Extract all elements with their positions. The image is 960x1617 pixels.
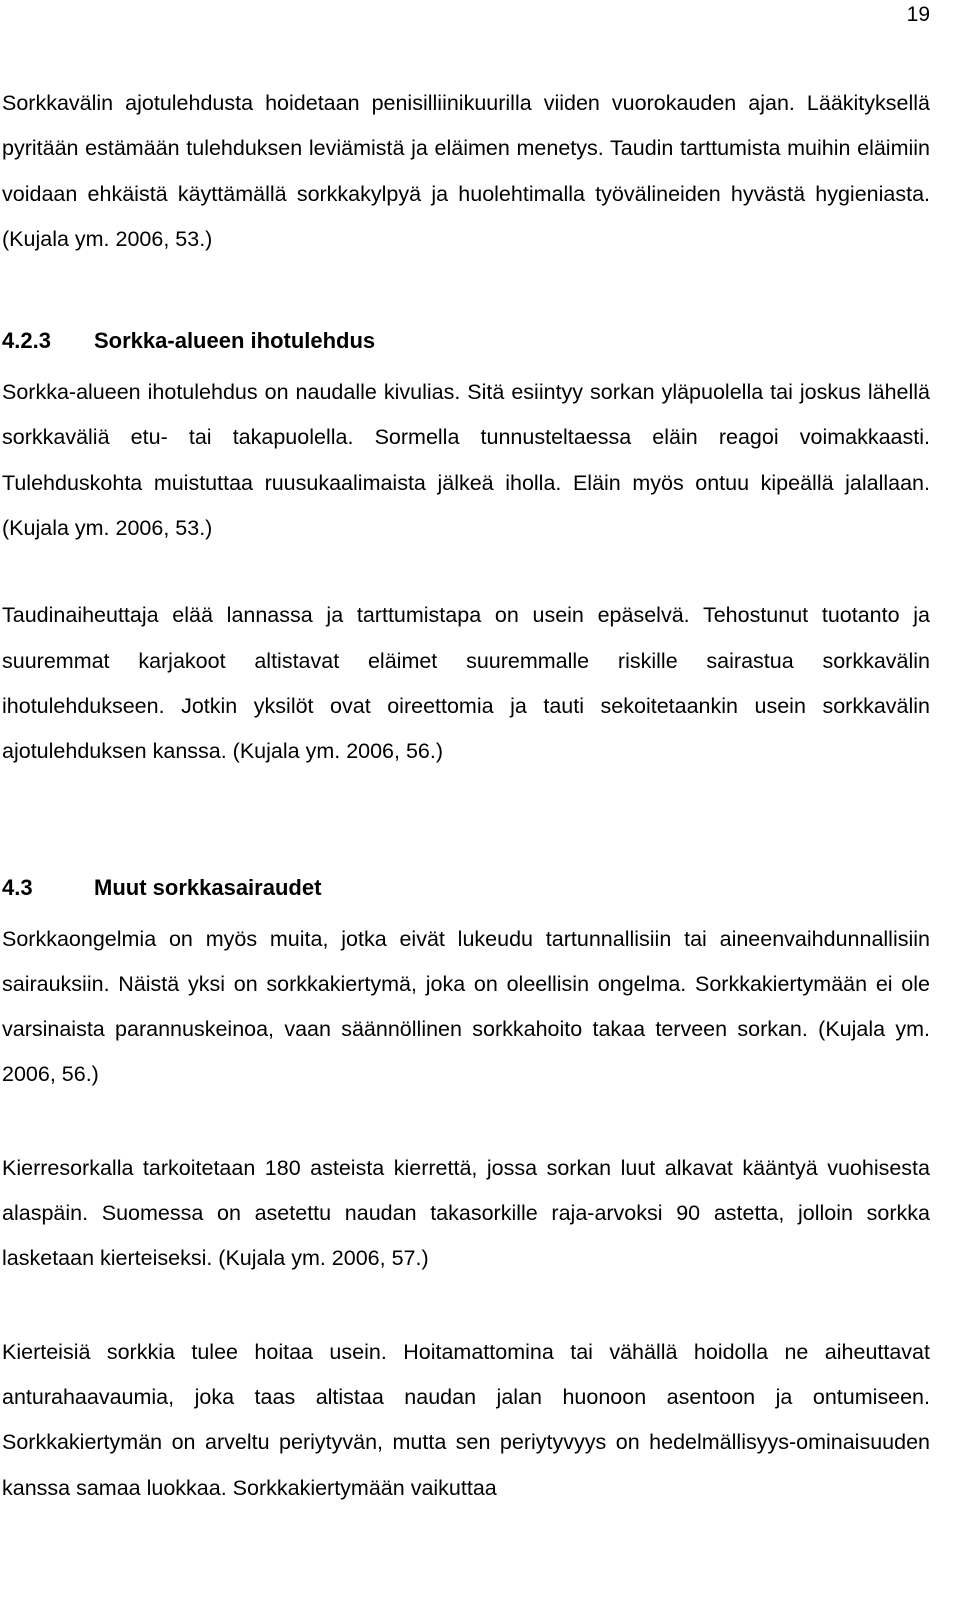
paragraph-treatment: Sorkkavälin ajotulehdusta hoidetaan penisilliinikuurilla viiden vuorokauden ajan. Lääkityksellä pyritään estämään tulehduksen leviämistä ja eläimen menetys. Taudin tarttumista muihin eläimiin voidaan ehkäistä käyttämällä sorkkakylpyä ja huolehtimalla työvälineiden hyvästä hygieniasta. (Kujala ym. 2006, 53.) [2,91,930,251]
spacer [2,551,930,593]
paragraph-pathogen: Taudinaiheuttaja elää lannassa ja tarttumistapa on usein epäselvä. Tehostunut tuotanto ja suuremmat karjakoot altistavat eläimet suuremmalle riskille sairastua sorkkavälin ihotulehdukseen. Jotkin yksilöt ovat oireettomia ja tauti sekoitetaankin usein sorkkavälin ajotulehduksen kanssa. (Kujala ym. 2006, 56.) [2,603,930,764]
spacer [2,1282,930,1330]
paragraph-other-problems: Sorkkaongelmia on myös muita, jotka eivät lukeudu tartunnallisiin tai aineenvaihdunnallisiin sairauksiin. Näistä yksi on sorkkakiertymä, joka on oleellisin ongelma. Sorkkakiertymään ei ole varsinaista parannuskeinoa, vaan säännöllinen sorkkahoito takaa terveen sorkan. (Kujala ym. 2006, 56.) [2,926,930,1087]
section-heading-4-2-3 [2,318,930,363]
page-number: 19 [906,3,930,26]
paragraph-skin-inflammation: Sorkka-alueen ihotulehdus on naudalle kivulias. Sitä esiintyy sorkan yläpuolella tai joskus lähellä sorkkaväliä etu- tai takapuolella. Sormella tunnusteltaessa eläin reagoi voimakkaasti. Tulehduskohta muistuttaa ruusukaalimaista jälkeä iholla. Eläin myös ontuu kipeällä jalallaan. (Kujala ym. 2006, 53.) [2,380,930,541]
section-title: Sorkka-alueen ihotulehdus [94,328,376,354]
paragraph-claw-care: Kierteisiä sorkkia tulee hoitaa usein. Hoitamattomina tai vähällä hoidolla ne aiheuttavat anturahaavaumia, joka taas altistaa naudan jalan huonoon asentoon ja ontumiseen. Sorkkakiertymän on arveltu periytyvän, mutta sen periytyvyys on hedelmällisyys-ominaisuuden kanssa samaa luokkaa. Sorkkakiertymään vaikuttaa [2,1339,930,1500]
section-number: 4.2.3 [2,328,51,354]
section-number: 4.3 [2,874,33,900]
paragraph-twisted-claw: Kierresorkalla tarkoitetaan 180 asteista kierrettä, jossa sorkan luut alkavat kääntyä vuohisesta alaspäin. Suomessa on asetettu naudan takasorkille raja-arvoksi 90 astetta, jolloin sorkka lasketaan kierteiseksi. (Kujala ym. 2006, 57.) [2,1155,930,1271]
spacer [2,910,930,917]
spacer [2,1098,930,1146]
spacer [2,262,930,318]
spacer [2,363,930,370]
section-title: Muut sorkkasairaudet [94,874,322,900]
section-heading-4-3 [2,865,930,910]
spacer [2,775,930,865]
page-content [2,81,930,1511]
